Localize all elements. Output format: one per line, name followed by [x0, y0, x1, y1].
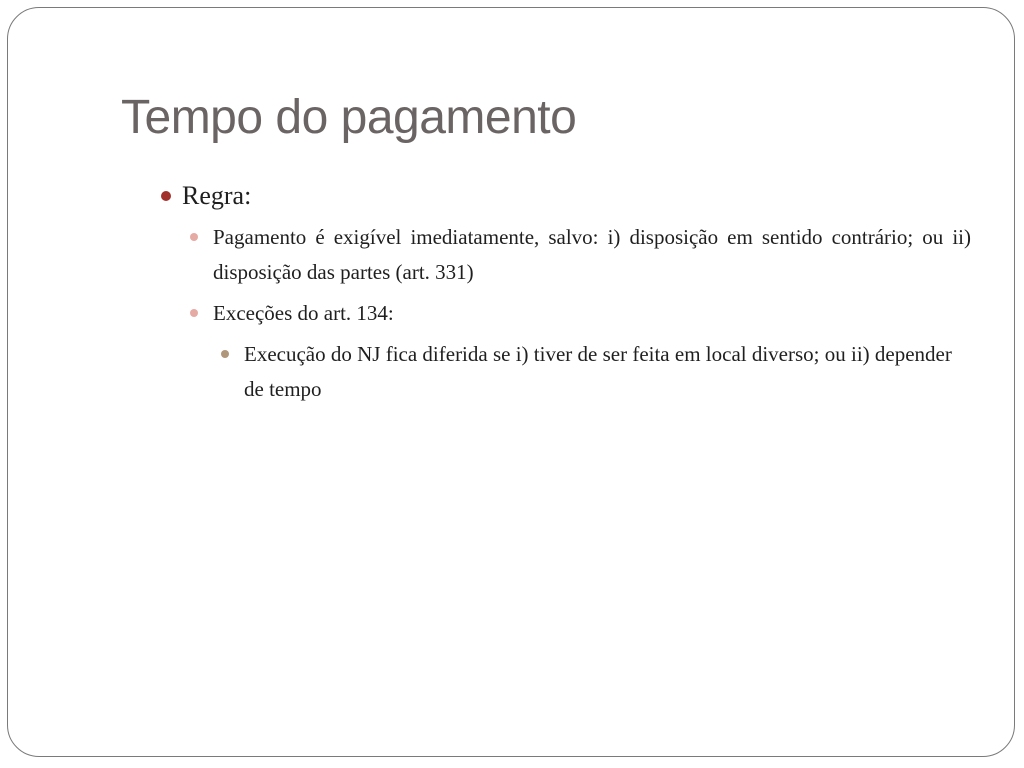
bullet-list [158, 178, 971, 407]
bullet-dot-icon [190, 233, 198, 241]
bullet-item-execucao [219, 337, 971, 407]
bullet-dot-icon [161, 191, 171, 201]
slide-frame [7, 7, 1015, 757]
bullet-text: Exceções do art. 134: [213, 301, 394, 325]
bullet-text: Regra: [182, 181, 252, 210]
bullet-item-pagamento [188, 220, 971, 290]
bullet-text: Pagamento é exigível imediatamente, salvo: i) disposição em sentido contrário; ou ii) disposição das partes (art. 331) [213, 225, 971, 284]
bullet-item-regra [158, 178, 971, 214]
bullet-text: Execução do NJ fica diferida se i) tiver de ser feita em local diverso; ou ii) depender de tempo [244, 342, 952, 401]
slide-title: Tempo do pagamento [121, 91, 577, 144]
bullet-dot-icon [221, 350, 229, 358]
bullet-item-excecoes [188, 296, 971, 331]
bullet-dot-icon [190, 309, 198, 317]
